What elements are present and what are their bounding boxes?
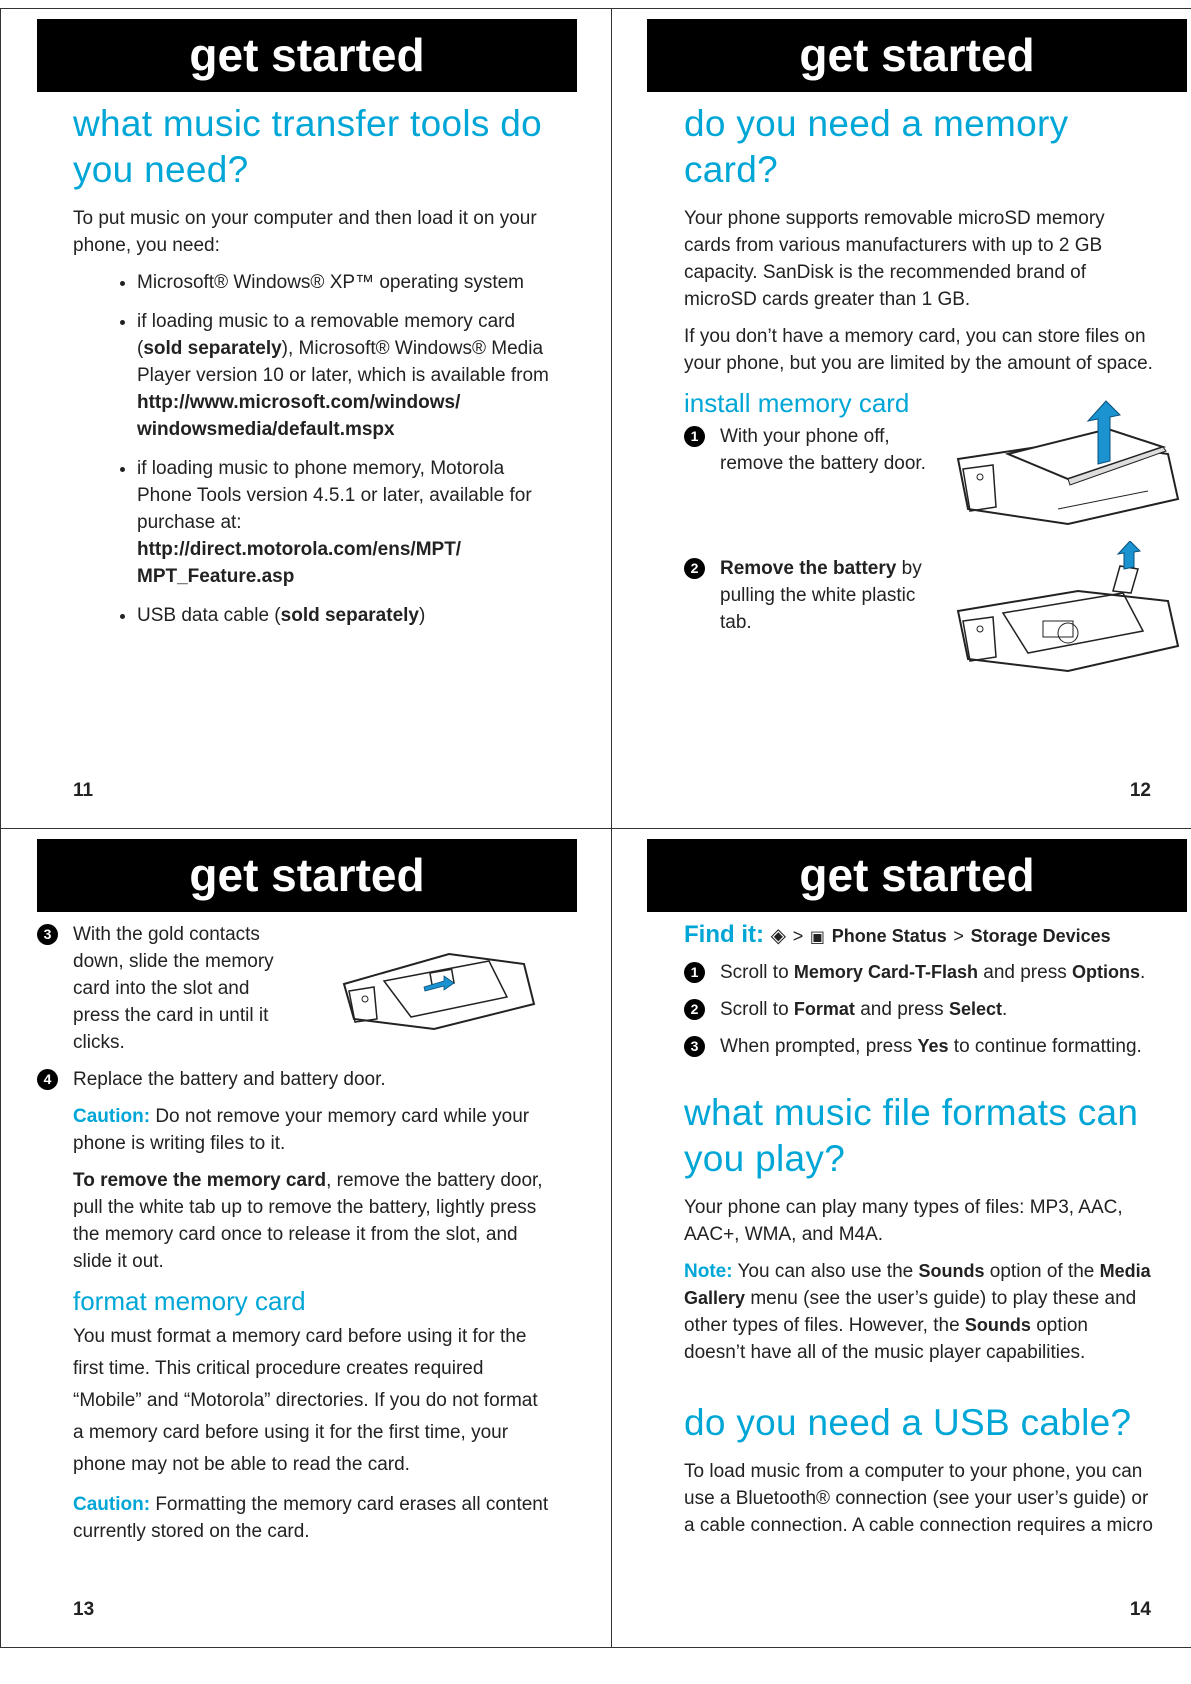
list-item: • if loading music to a removable memory card (sold separately), Microsoft® Windows® Media Player version 10 or later, which is available from http://www.microsoft.com/windows/ windowsmedia/default.mspx bbox=[137, 308, 553, 443]
caution-paragraph: Caution: Do not remove your memory card while your phone is writing files to it. bbox=[73, 1106, 530, 1154]
step-number-icon: 4 bbox=[37, 1069, 58, 1090]
step-number-icon: 2 bbox=[684, 558, 705, 579]
caution-paragraph: Caution: Formatting the memory card erases all content currently stored on the card. bbox=[73, 1494, 549, 1542]
step-1: 1 Scroll to Memory Card-T-Flash and press Options. bbox=[684, 959, 1154, 986]
subheading: format memory card bbox=[73, 1286, 306, 1316]
page-number: 14 bbox=[1129, 1599, 1151, 1620]
page-14 bbox=[612, 828, 1191, 1648]
page-banner: get started bbox=[647, 19, 1187, 92]
page-banner: get started bbox=[37, 19, 577, 92]
page-number: 12 bbox=[1129, 780, 1151, 801]
step-number-icon: 1 bbox=[684, 426, 705, 447]
step-4: 4 Replace the battery and battery door. bbox=[37, 1066, 553, 1093]
page-banner: get started bbox=[37, 839, 577, 912]
section-heading: do you need a memory card? bbox=[684, 103, 1069, 190]
list-item: • Microsoft® Windows® XP™ operating system bbox=[137, 269, 553, 296]
page-banner: get started bbox=[647, 839, 1187, 912]
memory-card-insert-illustration bbox=[339, 929, 539, 1039]
step-2: 2 Scroll to Format and press Select. bbox=[684, 996, 1154, 1023]
find-it-path: Find it: ◈ > ▣ Phone Status > Storage Devices bbox=[684, 921, 1111, 948]
step-2: 2 Remove the battery by pulling the white plastic tab. bbox=[684, 555, 950, 636]
paragraph: Your phone supports removable microSD memory cards from various manufacturers with up to 2 GB capacity. SanDisk is the recommended brand of microSD cards greater than 1 GB. bbox=[684, 208, 1105, 310]
note-paragraph: Note: You can also use the Sounds option of the Media Gallery menu (see the user’s guide) to play these and other types of files. However, the Sounds option doesn’t have all of the music player capabilities. bbox=[684, 1261, 1151, 1363]
step-number-icon: 3 bbox=[37, 924, 58, 945]
section-heading: what music file formats can you play? bbox=[684, 1092, 1139, 1179]
page-number: 13 bbox=[73, 1599, 95, 1620]
nav-key-icon: ◈ bbox=[770, 925, 787, 947]
step-3: 3 When prompted, press Yes to continue formatting. bbox=[684, 1033, 1154, 1060]
step-number-icon: 3 bbox=[684, 1036, 705, 1057]
list-item: • USB data cable (sold separately) bbox=[137, 602, 553, 629]
step-3: 3 With the gold contacts down, slide the memory card into the slot and press the card in until it clicks. bbox=[37, 921, 283, 1056]
motorola-link[interactable]: http://direct.motorola.com/ens/MPT/ MPT_Feature.asp bbox=[137, 539, 462, 587]
paragraph: If you don’t have a memory card, you can store files on your phone, but you are limited by the amount of space. bbox=[684, 326, 1153, 374]
phone-battery-door-illustration bbox=[948, 399, 1188, 539]
intro-text: To put music on your computer and then load it on your phone, you need: bbox=[73, 208, 537, 256]
page-13 bbox=[0, 828, 612, 1648]
step-number-icon: 2 bbox=[684, 999, 705, 1020]
page-content bbox=[684, 921, 1154, 1549]
requirements-list bbox=[73, 269, 553, 629]
format-paragraph: You must format a memory card before using it for the first time. This critical procedure creates required “Mobile” and “Motorola” directories. If you do not format a memory card before using it for the first time, your phone may not be able to read the card. bbox=[73, 1326, 538, 1475]
page-12 bbox=[612, 8, 1191, 828]
subheading: install memory card bbox=[684, 388, 910, 418]
paragraph: Your phone can play many types of files: MP3, AAC, AAC+, WMA, and M4A. bbox=[684, 1197, 1123, 1245]
phone-battery-removed-illustration bbox=[948, 541, 1188, 681]
list-item: • if loading music to phone memory, Motorola Phone Tools version 4.5.1 or later, available for purchase at: http://direct.motorola.com/ens/MPT/ MPT_Feature.asp bbox=[137, 455, 553, 590]
remove-card-paragraph: To remove the memory card, remove the battery door, pull the white tab up to remove the battery, lightly press the memory card once to release it from the slot, and slide it out. bbox=[73, 1170, 543, 1272]
step-number-icon: 1 bbox=[684, 962, 705, 983]
paragraph: To load music from a computer to your phone, you can use a Bluetooth® connection (see your user’s guide) or a cable connection. A cable connection requires a micro bbox=[684, 1461, 1153, 1536]
section-heading: do you need a USB cable? bbox=[684, 1402, 1132, 1443]
settings-icon: ▣ bbox=[809, 929, 826, 946]
step-1: 1 With your phone off, remove the battery door. bbox=[684, 423, 950, 477]
page-11 bbox=[0, 8, 612, 828]
microsoft-link[interactable]: http://www.microsoft.com/windows/ windowsmedia/default.mspx bbox=[137, 392, 461, 440]
page-number: 11 bbox=[73, 780, 94, 801]
section-heading: what music transfer tools do you need? bbox=[73, 103, 543, 190]
page-content bbox=[73, 101, 553, 641]
